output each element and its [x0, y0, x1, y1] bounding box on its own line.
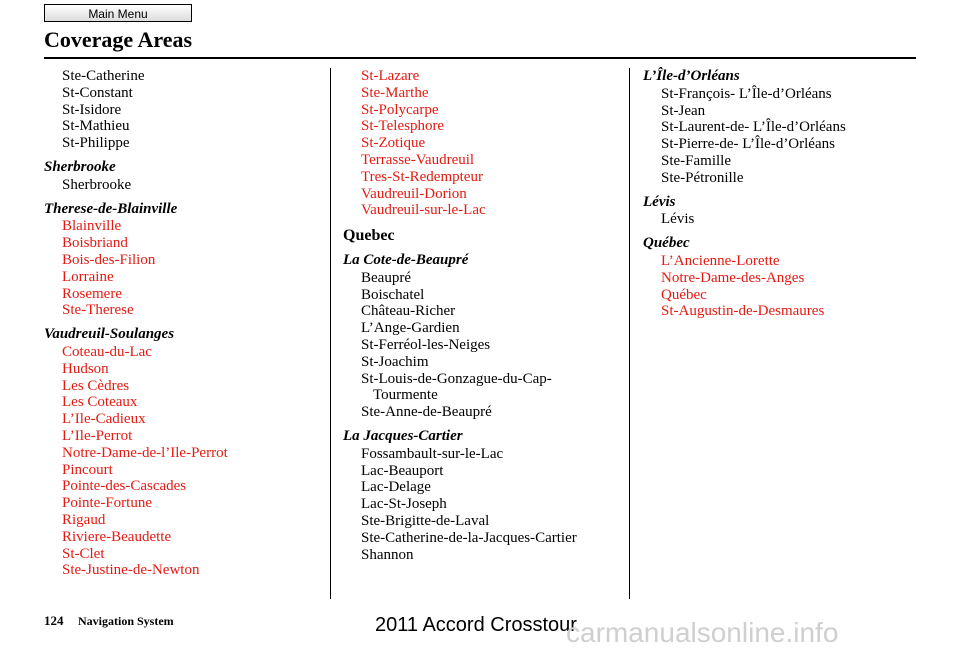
- region-heading-therese-de-blainville: Therese-de-Blainville: [44, 200, 178, 217]
- city-item-l-ile-perrot[interactable]: L’Ile-Perrot: [62, 427, 133, 444]
- city-item-boischatel: Boischatel: [361, 286, 425, 303]
- city-item-terrasse-vaudreuil[interactable]: Terrasse-Vaudreuil: [361, 151, 475, 168]
- city-item-quebec[interactable]: Québec: [661, 286, 707, 303]
- region-heading-la-jacques-cartier: La Jacques-Cartier: [343, 427, 463, 444]
- city-item-st-philippe: St-Philippe: [62, 135, 130, 152]
- city-item-st-ferreol-les-neiges: St-Ferréol-les-Neiges: [361, 336, 491, 353]
- city-item-vaudreuil-dorion[interactable]: Vaudreuil-Dorion: [361, 185, 467, 202]
- title-rule: [44, 57, 916, 59]
- city-item-coteau-du-lac[interactable]: Coteau-du-Lac: [62, 343, 152, 360]
- column-2: [343, 68, 628, 563]
- column-1: [44, 68, 324, 579]
- city-item-l-ile-cadieux[interactable]: L’Ile-Cadieux: [62, 411, 146, 428]
- column-3: [643, 68, 918, 320]
- city-list: [643, 210, 918, 228]
- region-heading-sherbrooke: Sherbrooke: [44, 158, 116, 175]
- province-heading: Quebec: [343, 227, 395, 245]
- city-item-chateau-richer: Château-Richer: [361, 303, 456, 320]
- city-item-ste-petronille: Ste-Pétronille: [661, 169, 744, 186]
- watermark: carmanualsonline.info: [566, 617, 839, 648]
- region-heading-levis: Lévis: [643, 193, 676, 210]
- city-item-st-telesphore[interactable]: St-Telesphore: [361, 118, 445, 135]
- city-item-ste-brigitte-de-laval: Ste-Brigitte-de-Laval: [361, 512, 490, 529]
- city-item-beaupre: Beaupré: [361, 269, 411, 286]
- city-item-pointe-des-cascades[interactable]: Pointe-des-Cascades: [62, 478, 187, 495]
- city-item-bois-des-filion[interactable]: Bois-des-Filion: [62, 251, 156, 268]
- city-item-ste-therese[interactable]: Ste-Therese: [62, 302, 134, 319]
- city-list: [643, 252, 918, 320]
- city-list: [44, 217, 324, 319]
- region-heading-la-cote-de-beaupre: La Cote-de-Beaupré: [343, 251, 469, 268]
- region-heading-quebec: Québec: [643, 235, 690, 252]
- city-item-ste-famille: Ste-Famille: [661, 152, 731, 169]
- city-item-ste-justine-de-newton[interactable]: Ste-Justine-de-Newton: [62, 562, 200, 579]
- city-item-levis: Lévis: [661, 211, 695, 228]
- city-item-ste-catherine: Ste-Catherine: [62, 68, 145, 84]
- city-item-riviere-beaudette[interactable]: Riviere-Beaudette: [62, 528, 172, 545]
- city-item-st-lazare[interactable]: St-Lazare: [361, 68, 420, 84]
- page-number: 124: [44, 613, 64, 628]
- city-item-l-ange-gardien: L’Ange-Gardien: [361, 320, 460, 337]
- city-item-ste-anne-de-beaupre: Ste-Anne-de-Beaupré: [361, 404, 492, 421]
- city-item-rigaud[interactable]: Rigaud: [62, 511, 106, 528]
- city-item-shannon: Shannon: [361, 546, 414, 563]
- city-item-st-francois-l-ile-d-orleans: St-François- L’Île-d’Orléans: [661, 85, 832, 102]
- city-item-ste-catherine-de-la-jacques-cartier: Ste-Catherine-de-la-Jacques-Cartier: [361, 529, 577, 546]
- city-list: [643, 85, 918, 187]
- city-list: [44, 176, 324, 194]
- city-item-notre-dame-de-l-ile-perrot[interactable]: Notre-Dame-de-l’Ile-Perrot: [62, 444, 228, 461]
- city-item-st-constant: St-Constant: [62, 84, 133, 101]
- city-item-lorraine[interactable]: Lorraine: [62, 268, 114, 285]
- column-divider: [629, 68, 630, 599]
- main-menu-button[interactable]: Main Menu: [44, 4, 192, 22]
- city-item-st-jean: St-Jean: [661, 102, 706, 119]
- city-list: [44, 343, 324, 579]
- city-item-st-isidore: St-Isidore: [62, 101, 122, 118]
- city-item-st-laurent-de-l-ile-d-orleans: St-Laurent-de- L’Île-d’Orléans: [661, 119, 846, 136]
- region-heading-vaudreuil-soulanges: Vaudreuil-Soulanges: [44, 326, 175, 343]
- city-item-pincourt[interactable]: Pincourt: [62, 461, 113, 478]
- city-item-l-ancienne-lorette[interactable]: L’Ancienne-Lorette: [661, 252, 780, 269]
- city-item-tres-st-redempteur[interactable]: Tres-St-Redempteur: [361, 168, 483, 185]
- city-item-blainville[interactable]: Blainville: [62, 218, 122, 235]
- city-item-st-louis-de-gonzague-du-cap: St-Louis-de-Gonzague-du-Cap-: [361, 370, 552, 387]
- city-item-pointe-fortune[interactable]: Pointe-Fortune: [62, 495, 152, 512]
- city-list: [343, 269, 628, 421]
- city-item-ste-marthe[interactable]: Ste-Marthe: [361, 84, 429, 101]
- footer-doc-title: 2011 Accord Crosstour: [375, 614, 577, 636]
- city-item-lac-delage: Lac-Delage: [361, 479, 431, 496]
- city-item-st-joachim: St-Joachim: [361, 353, 429, 370]
- region-heading-l-ile-d-orleans: L’Île-d’Orléans: [643, 68, 740, 84]
- city-item-tourmente: Tourmente: [373, 387, 438, 404]
- city-item-rosemere[interactable]: Rosemere: [62, 285, 122, 302]
- city-item-st-mathieu: St-Mathieu: [62, 118, 130, 135]
- city-list: [343, 68, 628, 219]
- city-item-les-cedres[interactable]: Les Cèdres: [62, 377, 130, 394]
- city-item-st-zotique[interactable]: St-Zotique: [361, 135, 426, 152]
- city-item-st-pierre-de-l-ile-d-orleans: St-Pierre-de- L’Île-d’Orléans: [661, 136, 835, 153]
- city-item-fossambault-sur-le-lac: Fossambault-sur-le-Lac: [361, 445, 504, 462]
- city-item-st-polycarpe[interactable]: St-Polycarpe: [361, 101, 439, 118]
- city-item-st-augustin-de-desmaures[interactable]: St-Augustin-de-Desmaures: [661, 303, 825, 320]
- city-item-st-clet[interactable]: St-Clet: [62, 545, 105, 562]
- column-divider: [330, 68, 331, 599]
- city-item-sherbrooke: Sherbrooke: [62, 176, 132, 193]
- city-item-lac-st-joseph: Lac-St-Joseph: [361, 496, 447, 513]
- city-item-lac-beauport: Lac-Beauport: [361, 462, 444, 479]
- city-item-boisbriand[interactable]: Boisbriand: [62, 235, 128, 252]
- city-item-les-coteaux[interactable]: Les Coteaux: [62, 394, 138, 411]
- city-item-notre-dame-des-anges[interactable]: Notre-Dame-des-Anges: [661, 269, 805, 286]
- city-list: [343, 445, 628, 564]
- city-list: [44, 68, 324, 152]
- footer-section: Navigation System: [78, 614, 174, 628]
- city-item-vaudreuil-sur-le-lac[interactable]: Vaudreuil-sur-le-Lac: [361, 202, 486, 219]
- city-item-hudson[interactable]: Hudson: [62, 360, 109, 377]
- page-title: Coverage Areas: [44, 27, 193, 52]
